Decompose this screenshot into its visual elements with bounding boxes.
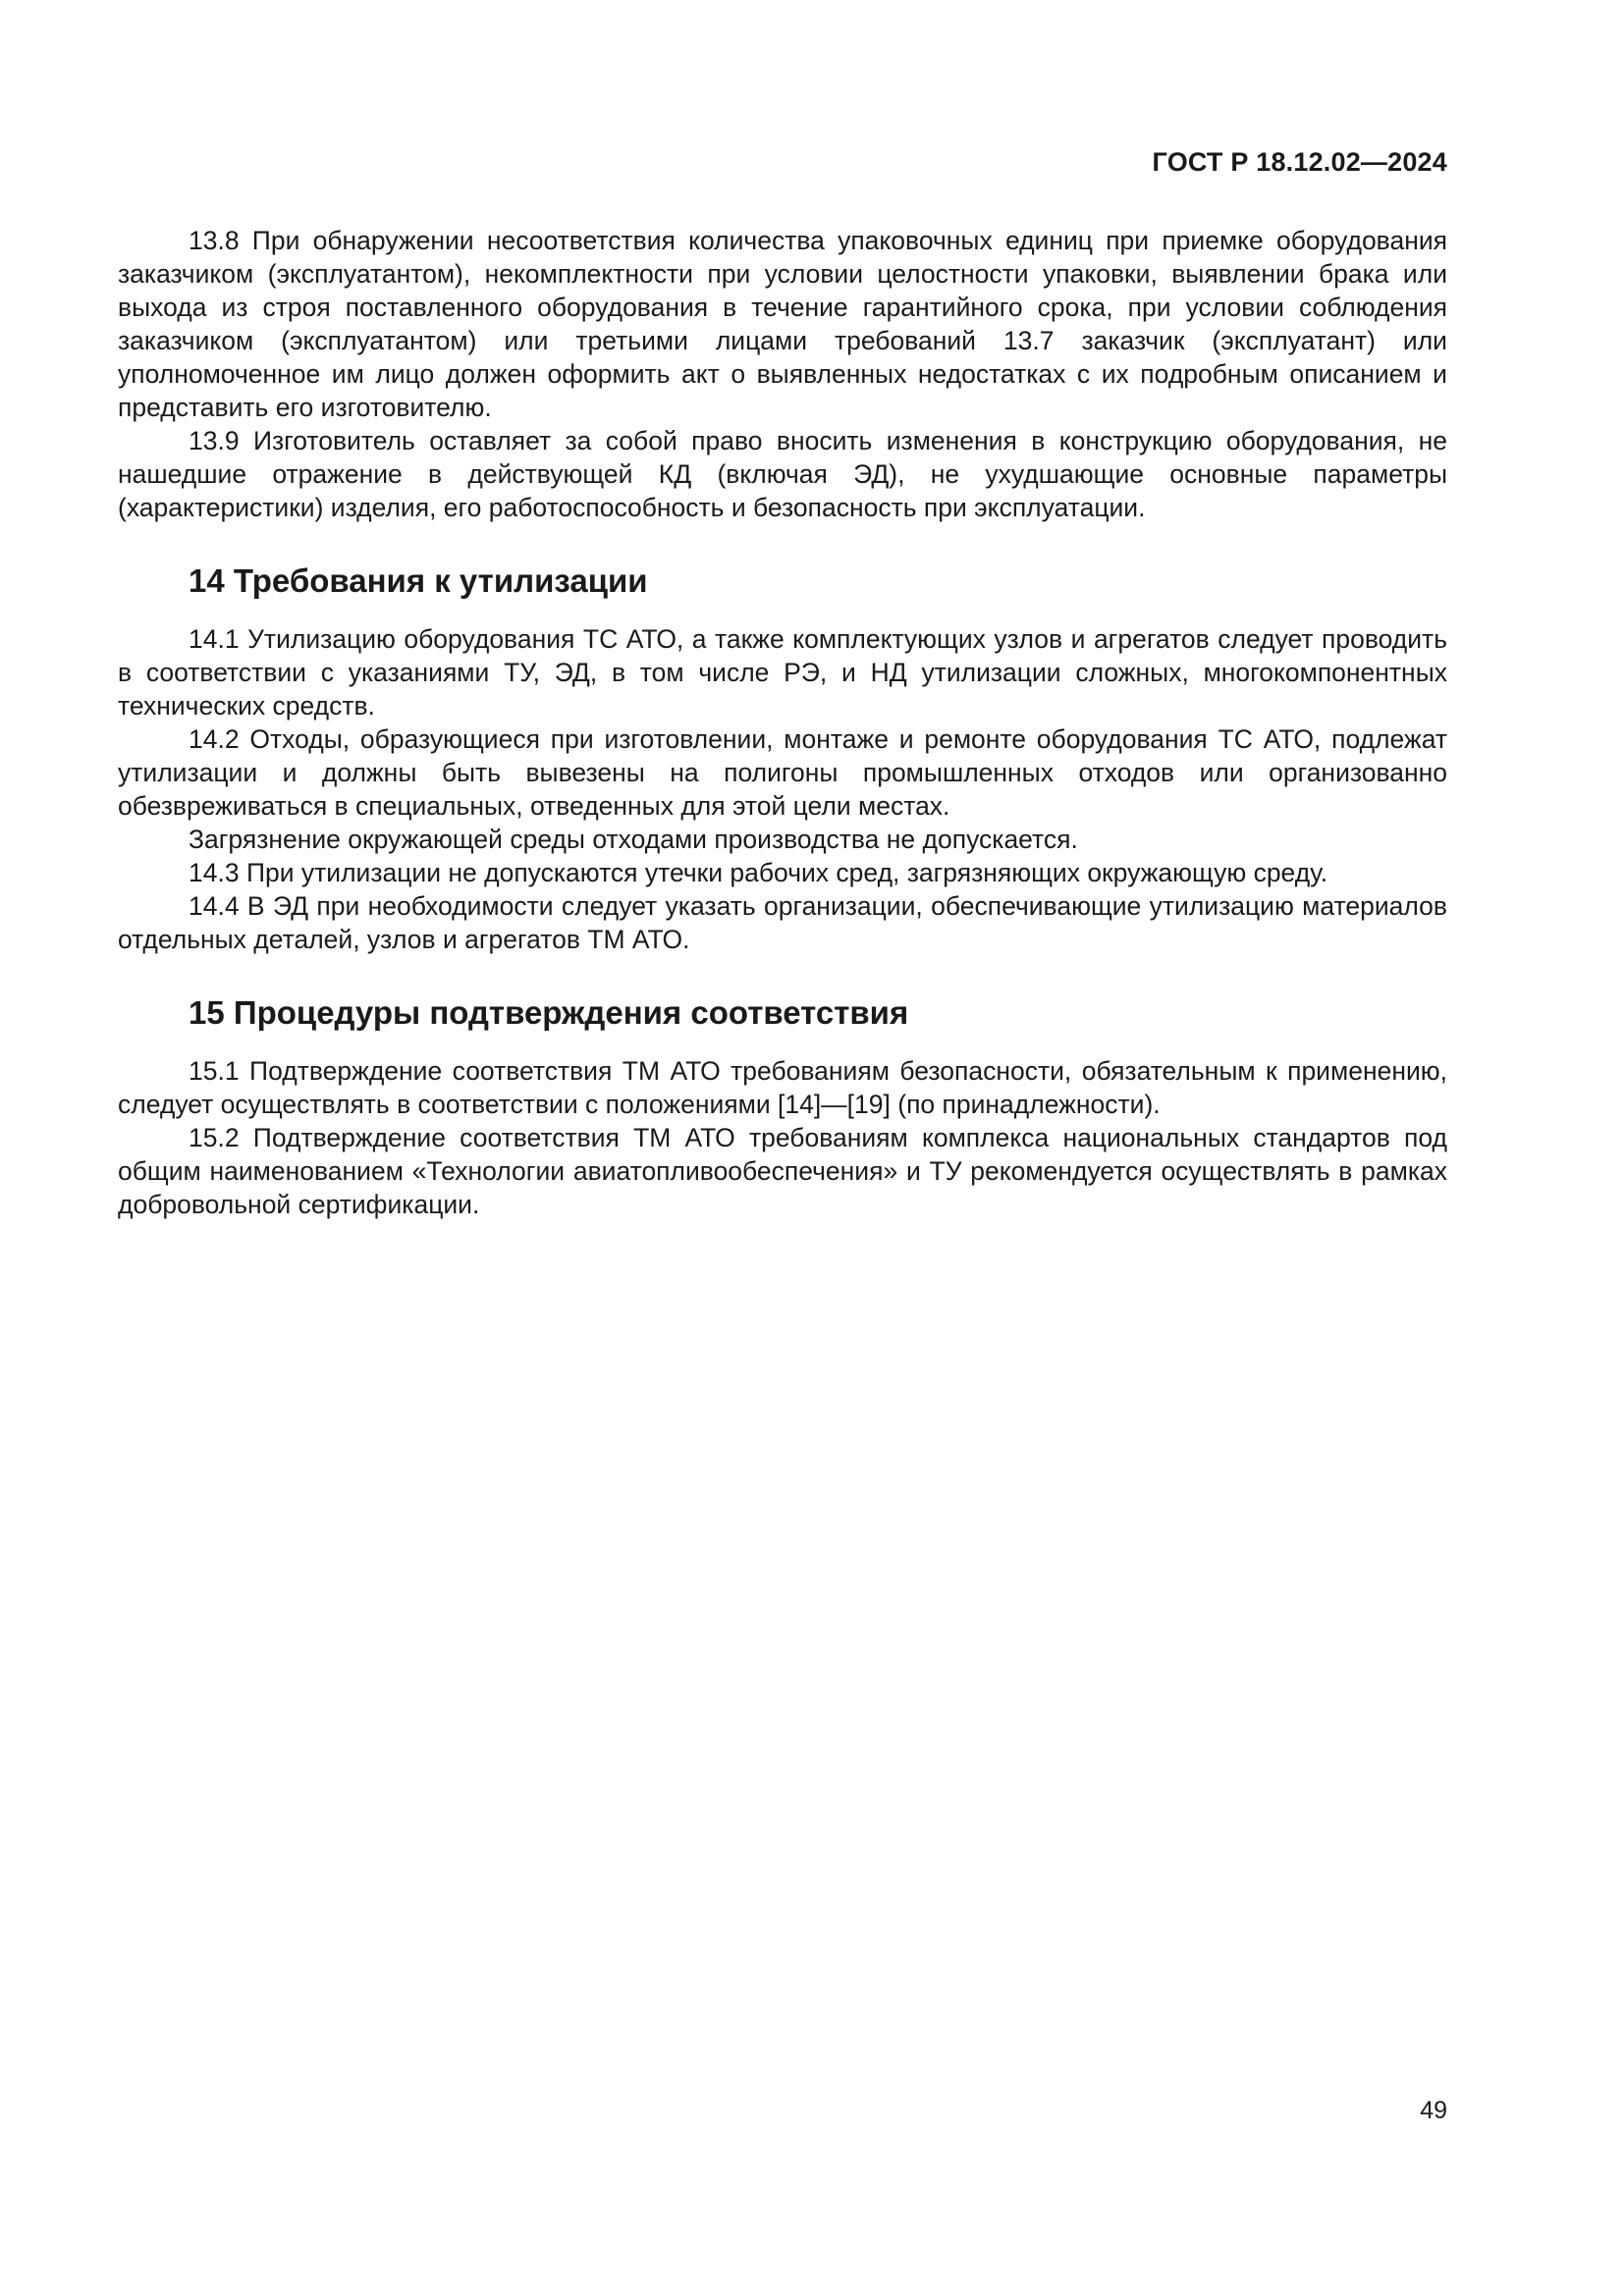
paragraph-14-2-continued: Загрязнение окружающей среды отходами производства не допускается. xyxy=(189,825,1078,854)
paragraph-14-4: 14.4 В ЭД при необходимости следует указать организации, обеспечивающие утилизацию материалов отдельных деталей, узлов и агрегатов ТМ АТО. xyxy=(118,891,1447,954)
paragraph-15-1: 15.1 Подтверждение соответствия ТМ АТО требованиям безопасности, обязательным к применению, следует осуществлять в соответствии с положениями [14]—[19] (по принадлежности). xyxy=(118,1056,1447,1119)
page-content xyxy=(118,224,1447,1221)
page-number: 49 xyxy=(1420,2097,1447,2124)
document-code: ГОСТ Р 18.12.02—2024 xyxy=(1152,147,1447,177)
paragraph-13-8: 13.8 При обнаружении несоответствия количества упаковочных единиц при приемке оборудования заказчиком (эксплуатантом), некомплектности при условии целостности упаковки, выявлении брака или выхода из строя поставленного оборудования в течение гарантийного срока, при условии соблюдения заказчиком (эксплуатантом) или третьими лицами требований 13.7 заказчик (эксплуатант) или уполномоченное им лицо должен оформить акт о выявленных недостатках с их подробным описанием и представить его изготовителю. xyxy=(118,226,1447,422)
section-15-title: 15 Процедуры подтверждения соответствия xyxy=(189,994,909,1031)
paragraph-15-2: 15.2 Подтверждение соответствия ТМ АТО требованиям комплекса национальных стандартов под общим наименованием «Технологии авиатопливообеспечения» и ТУ рекомендуется осуществлять в рамках добровольной сертификации. xyxy=(118,1123,1447,1219)
paragraph-14-2: 14.2 Отходы, образующиеся при изготовлении, монтаже и ремонте оборудования ТС АТО, подлежат утилизации и должны быть вывезены на полигоны промышленных отходов или организованно обезвреживаться в специальных, отведенных для этой цели местах. xyxy=(118,724,1447,821)
paragraph-14-3: 14.3 При утилизации не допускаются утечки рабочих сред, загрязняющих окружающую среду. xyxy=(189,858,1328,887)
paragraph-13-9: 13.9 Изготовитель оставляет за собой право вносить изменения в конструкцию оборудования, не нашедшие отражение в действующей КД (включая ЭД), не ухудшающие основные параметры (характеристики) изделия, его работоспособность и безопасность при эксплуатации. xyxy=(118,426,1447,522)
paragraph-14-1: 14.1 Утилизацию оборудования ТС АТО, а также комплектующих узлов и агрегатов следует проводить в соответствии с указаниями ТУ, ЭД, в том числе РЭ, и НД утилизации сложных, многокомпонентных технических средств. xyxy=(118,624,1447,721)
section-14-title: 14 Требования к утилизации xyxy=(189,562,648,599)
